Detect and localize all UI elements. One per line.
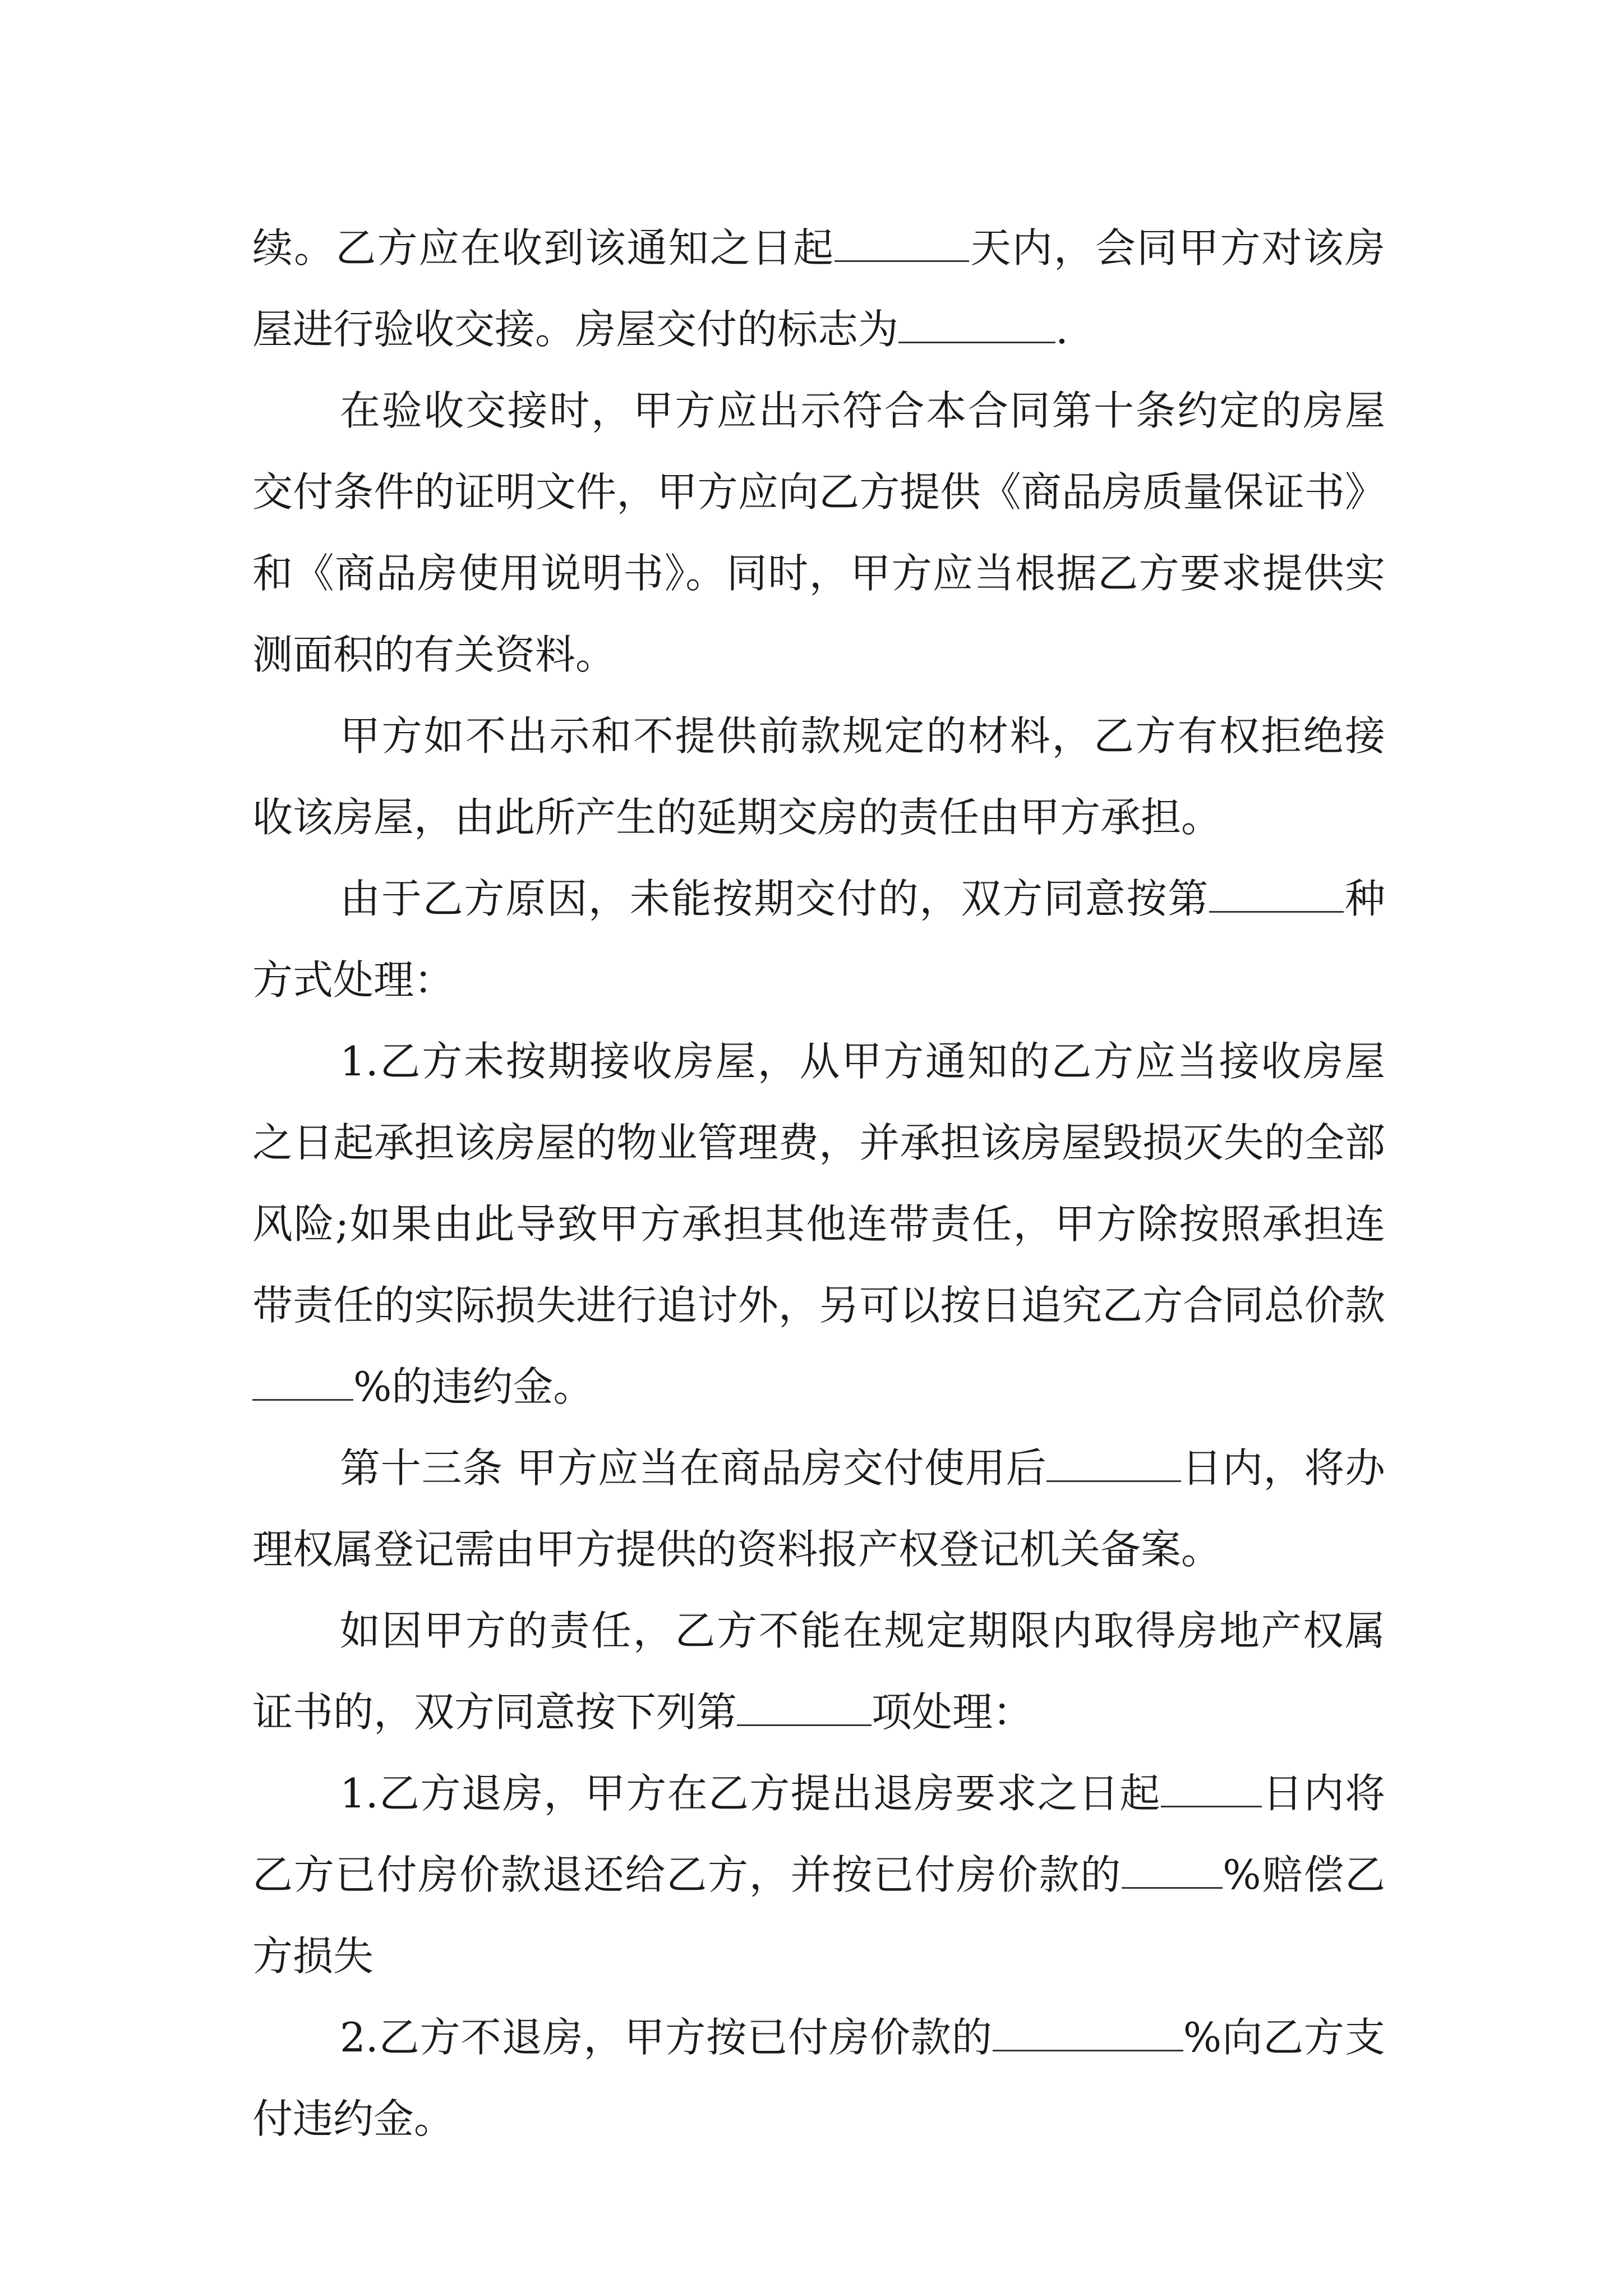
paragraph-text: 日内，将办理权属登记需由甲方提供的资料报产权登记机关备案。 <box>252 1444 1385 1573</box>
paragraph-text: 由于乙方原因，未能按期交付的，双方同意按第 <box>340 875 1210 922</box>
paragraph-item-2-keep-house <box>252 1997 1385 2160</box>
paragraph-item-1-late-acceptance <box>252 1021 1385 1428</box>
blank-delivery-mark <box>898 309 1055 343</box>
blank-acceptance-days <box>834 228 969 262</box>
paragraph-text: 在验收交接时，甲方应出示符合本合同第十条约定的房屋交付条件的证明文件，甲方应向乙方提供《商品房质量保证书》和《商品房使用说明书》。同时，甲方应当根据乙方要求提供实测面积的有关资料。 <box>252 387 1385 678</box>
paragraph-text: 续。乙方应在收到该通知之日起 <box>252 224 835 272</box>
paragraph-text: . <box>1055 306 1068 353</box>
paragraph-text: 种方式处理： <box>252 875 1385 1004</box>
paragraph-text: 甲方如不出示和不提供前款规定的材料，乙方有权拒绝接收该房屋，由此所产生的延期交房的责任由甲方承担。 <box>252 712 1385 841</box>
paragraph-buyer-delay <box>252 858 1385 1021</box>
paragraph-documents-shown <box>252 370 1385 696</box>
paragraph-text: 1.乙方未按期接收房屋，从甲方通知的乙方应当接收房屋之日起承担该房屋的物业管理费，并承担该房屋毁损灭失的全部风险;如果由此导致甲方承担其他连带责任，甲方除按照承担连带责任的实际损失进行追讨外，另可以按日追究乙方合同总价款 <box>252 1038 1385 1329</box>
paragraph-text: %向乙方支付违约金。 <box>252 2014 1385 2142</box>
blank-filing-days <box>1046 1448 1181 1482</box>
paragraph-text: %赔偿乙方损失 <box>252 1851 1385 1980</box>
blank-penalty-percent <box>252 1366 353 1401</box>
paragraph-text: 如因甲方的责任，乙方不能在规定期限内取得房地产权属证书的，双方同意按下列第 <box>252 1607 1385 1736</box>
blank-compensation-percent <box>1122 1855 1223 1889</box>
blank-refund-days <box>1161 1773 1262 1807</box>
paragraph-text: 2.乙方不退房，甲方按已付房价款的 <box>340 2014 993 2061</box>
paragraph-text: 1.乙方退房，甲方在乙方提出退房要求之日起 <box>340 1770 1161 1817</box>
paragraph-article-13 <box>252 1428 1385 1590</box>
paragraph-text: %的违约金。 <box>353 1363 594 1410</box>
paragraph-text: 项处理： <box>872 1688 1034 1736</box>
paragraph-refusal-right <box>252 696 1385 858</box>
paragraph-text: 第十三条 甲方应当在商品房交付使用后 <box>340 1444 1047 1492</box>
paragraph-item-1-return-house <box>252 1753 1385 1997</box>
document-page <box>252 208 1385 2160</box>
paragraph-title-certificate <box>252 1590 1385 1753</box>
paragraph-text: 日内将乙方已付房价款退还给乙方，并按已付房价款的 <box>252 1770 1385 1898</box>
paragraph-text: 天内，会同甲方对该房屋进行验收交接。房屋交付的标志为 <box>252 224 1385 353</box>
blank-liquidated-damages-percent <box>993 2017 1183 2051</box>
paragraph-delivery-acceptance <box>252 208 1385 370</box>
blank-option-number <box>1209 878 1344 913</box>
blank-item-number <box>737 1692 872 1726</box>
